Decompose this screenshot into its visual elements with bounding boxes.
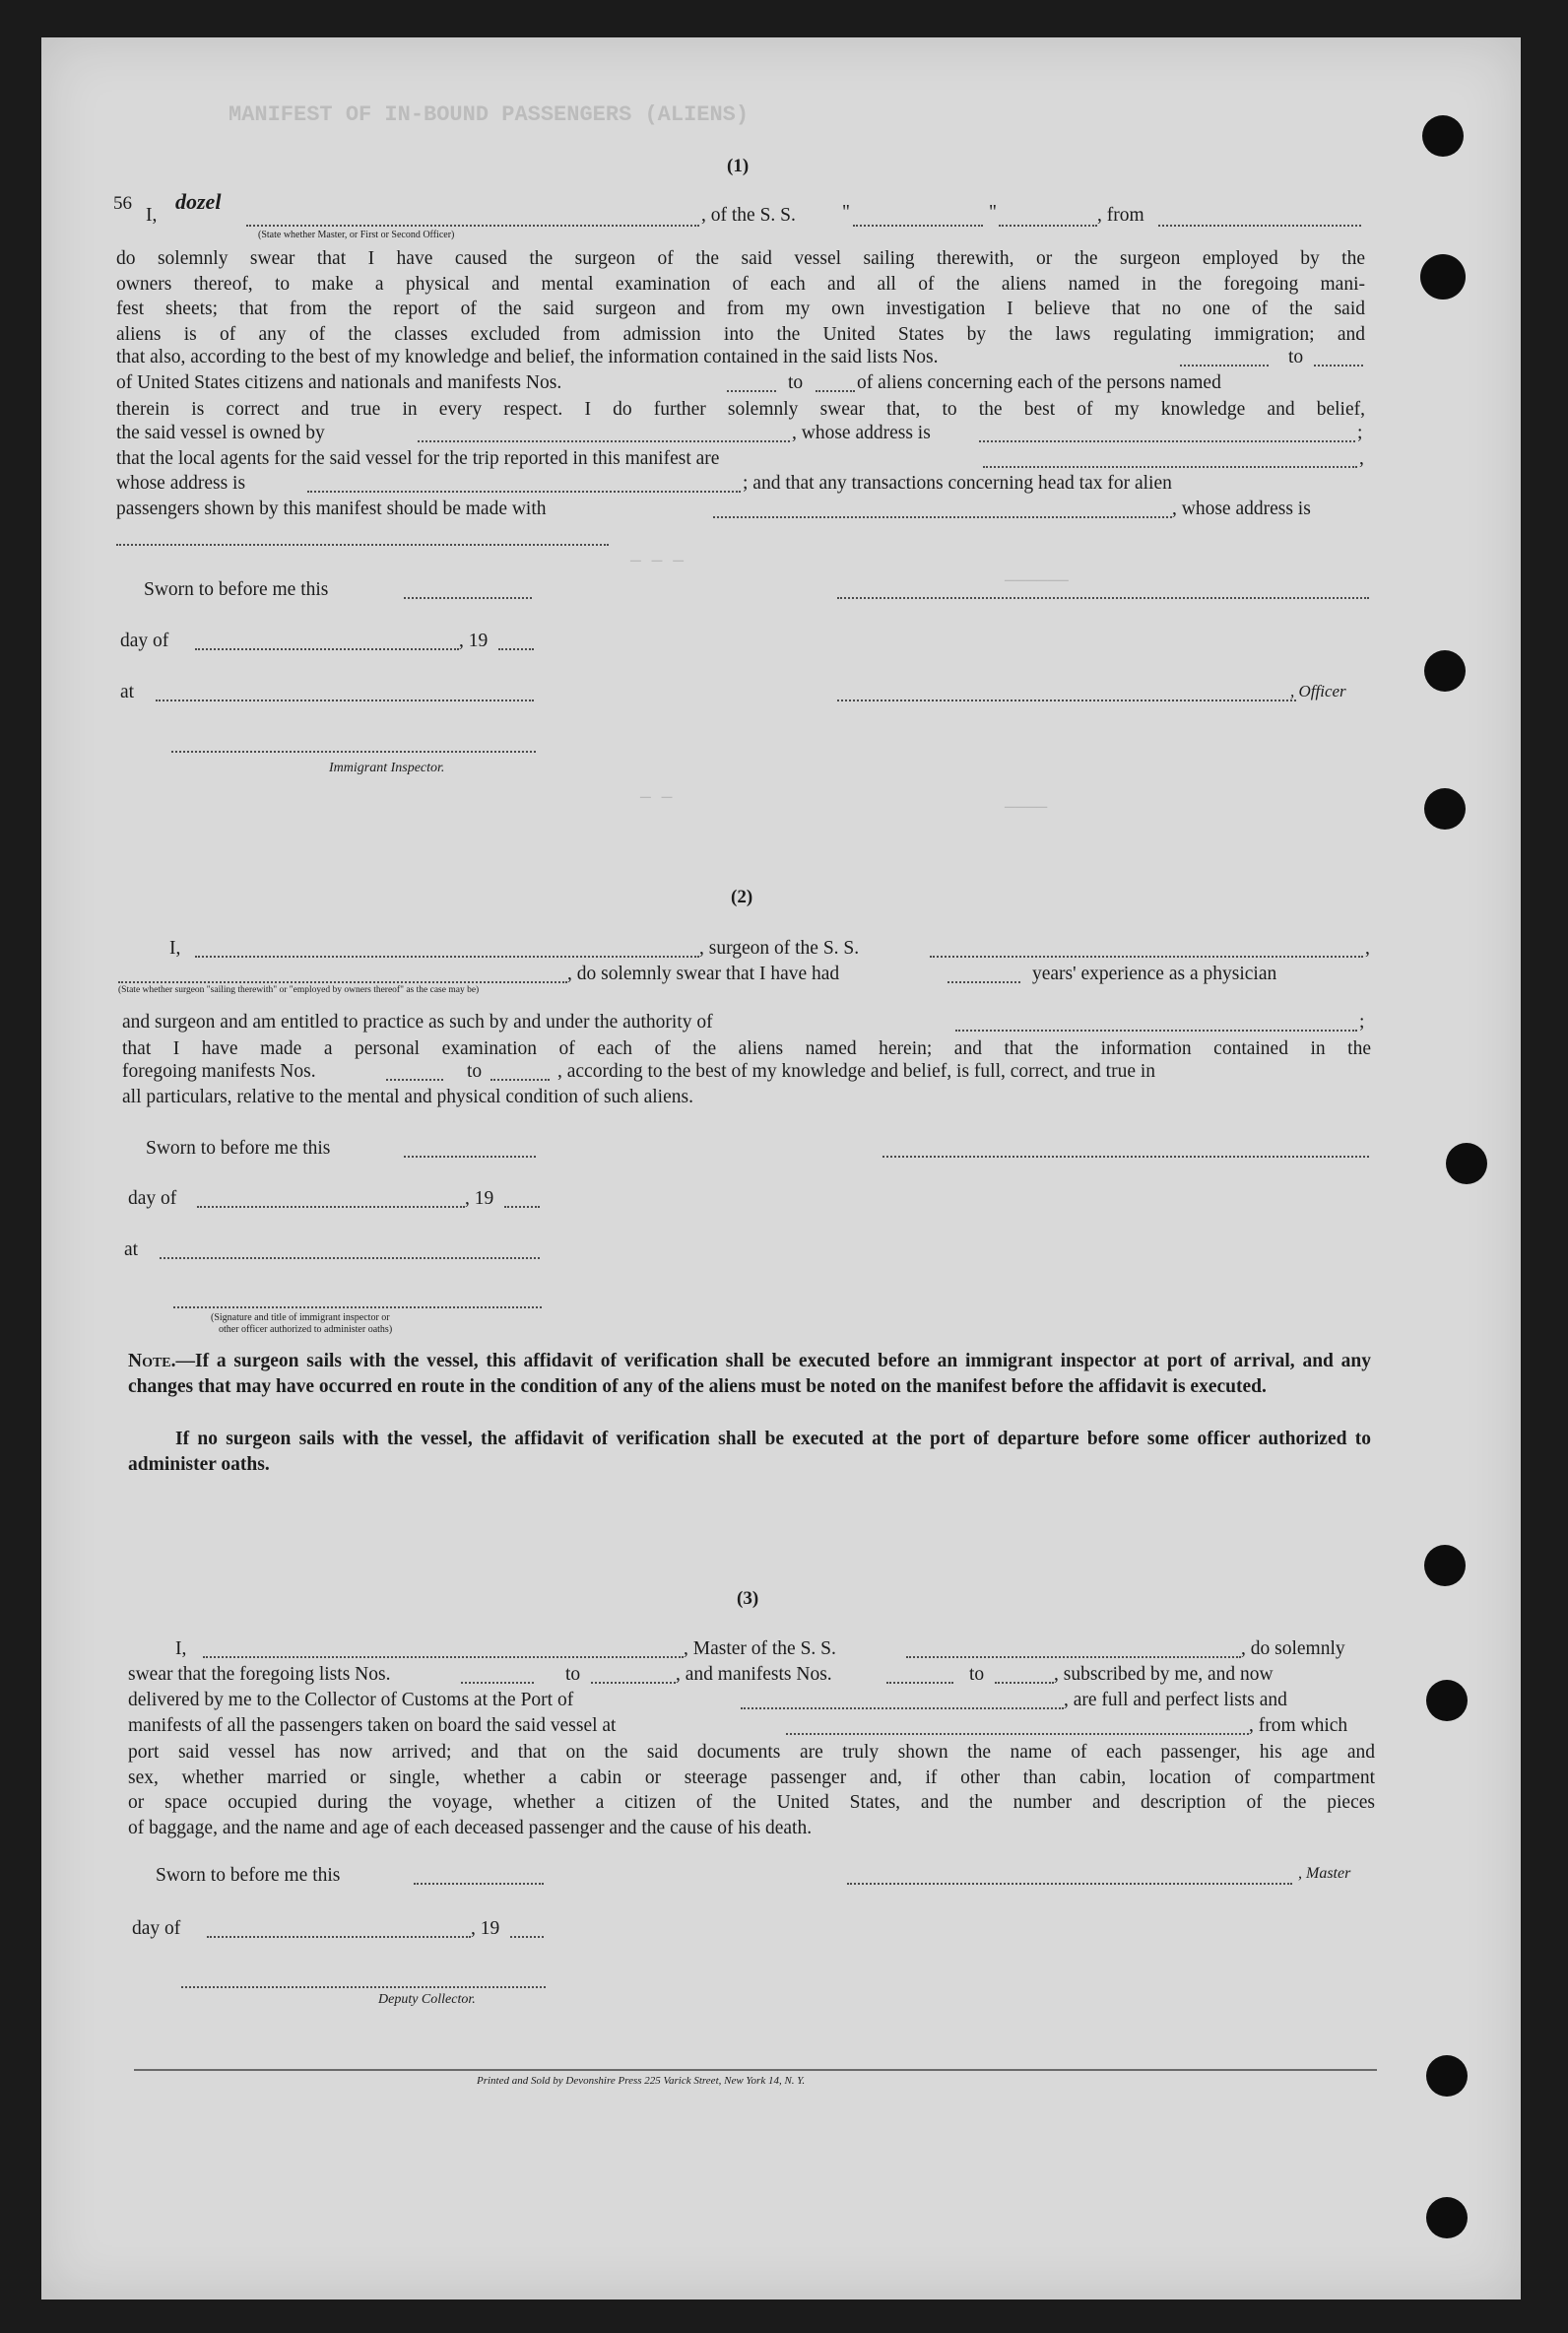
to-label-2: to — [467, 1061, 483, 1082]
vessel-name-field[interactable] — [853, 225, 983, 227]
footer-rule — [134, 2069, 1377, 2071]
day-of-field-2[interactable] — [197, 1206, 465, 1208]
punch-hole — [1426, 1680, 1468, 1721]
master-title-label: , Master — [1298, 1865, 1351, 1882]
quote-close: " — [989, 202, 997, 223]
note-paragraph-2 — [128, 1427, 1371, 1477]
from-label: , from — [1097, 205, 1144, 226]
day-of-field-3[interactable] — [207, 1936, 471, 1938]
s1-line: aliens is of any of the classes excluded from admission into the United States by the laws regulating immigration; and — [116, 323, 1365, 345]
manifest-nos-to-field[interactable] — [816, 390, 855, 392]
semicolon: ; — [1359, 1012, 1365, 1033]
s3-lists-from-field[interactable] — [461, 1682, 534, 1684]
to-label: to — [1288, 347, 1304, 367]
day-of-label-3: day of — [132, 1918, 181, 1939]
showthrough-block: — — — — [630, 552, 685, 571]
from-port-field[interactable] — [1158, 225, 1361, 227]
s1-line: owners thereof, to make a physical and mental examination of each and all of the aliens named in the foregoing mani- — [116, 273, 1365, 295]
section-3-body — [128, 1740, 1375, 1840]
surgeon-name-field[interactable] — [195, 956, 699, 958]
surgeon-of-ss-label: , surgeon of the S. S. — [699, 938, 860, 959]
year-field-1[interactable] — [498, 648, 534, 650]
surgeon-type-note: (State whether surgeon "sailing therewith" or "employed by owners thereof" as the case may be) — [118, 985, 480, 995]
years-label: years' experience as a physician — [1032, 964, 1277, 984]
and-manifests-label: , and manifests Nos. — [676, 1664, 832, 1685]
i-label: I, — [146, 205, 158, 226]
note-paragraph-1 — [128, 1349, 1371, 1399]
section-1-body-b — [116, 397, 1365, 423]
surgeon-type-field[interactable] — [118, 981, 567, 983]
whose-address-label: , whose address is — [792, 423, 931, 443]
years-experience-field[interactable] — [947, 981, 1020, 983]
s1-line: that the local agents for the said vessel for the trip reported in this manifest are — [116, 448, 720, 469]
handwritten-number: 56 — [113, 193, 132, 214]
s2-line: foregoing manifests Nos. — [122, 1061, 316, 1082]
section-1-body — [116, 246, 1365, 347]
lists-nos-from-field[interactable] — [1180, 365, 1269, 367]
s1-line: of United States citizens and nationals and manifests Nos. — [116, 372, 562, 393]
surgeon-signature-field[interactable] — [882, 1156, 1369, 1158]
punch-hole — [1420, 254, 1466, 300]
punch-hole — [1426, 2197, 1468, 2238]
surgeon-vessel-field[interactable] — [930, 956, 1363, 958]
local-agents-field[interactable] — [983, 466, 1357, 468]
practice-authority-field[interactable] — [955, 1030, 1357, 1032]
s3-manifest-from-field[interactable] — [886, 1682, 953, 1684]
year-label-2: , 19 — [465, 1188, 494, 1209]
comma: , — [1359, 448, 1364, 469]
officer-name-label — [146, 205, 157, 227]
day-of-label-1: day of — [120, 631, 169, 651]
section-2-body — [122, 1036, 1371, 1062]
punch-hole — [1422, 115, 1464, 157]
master-name-field[interactable] — [203, 1656, 684, 1658]
section-1-heading: (1) — [727, 156, 750, 176]
of-ss-label: , of the S. S. — [701, 205, 796, 226]
inspector-signature-field[interactable] — [171, 751, 536, 753]
s2-line: and surgeon and am entitled to practice as such by and under the authority of — [122, 1012, 713, 1033]
at-field-2[interactable] — [160, 1257, 540, 1259]
s3-manifest-to-field[interactable] — [995, 1682, 1054, 1684]
inspector-signature-field-2[interactable] — [173, 1306, 542, 1308]
sworn-date-field-2[interactable] — [404, 1156, 536, 1158]
officer-name-field[interactable] — [246, 225, 699, 227]
head-tax-party-field[interactable] — [713, 516, 1172, 518]
officer-handwritten-name: dozel — [175, 189, 222, 214]
full-perfect-label: , are full and perfect lists and — [1064, 1690, 1287, 1710]
sworn-date-field-1[interactable] — [404, 597, 532, 599]
officer-signature-field[interactable] — [837, 700, 1296, 701]
master-signature-field[interactable] — [847, 1883, 1292, 1885]
collector-port-field[interactable] — [741, 1707, 1064, 1709]
sworn-label-3: Sworn to before me this — [156, 1865, 341, 1886]
at-field-1[interactable] — [156, 700, 534, 701]
s3-line: port said vessel has now arrived; and that on the said documents are truly shown the name of each passenger, his age and — [128, 1742, 1375, 1763]
manifest-nos-from-field[interactable] — [727, 390, 776, 392]
s1-line: fest sheets; that from the report of the said surgeon and from my own investigation I believe that no one of the said — [116, 299, 1365, 319]
to-label-3: to — [565, 1664, 581, 1685]
showthrough-block: — — — [640, 788, 673, 808]
at-label-1: at — [120, 682, 135, 702]
s1-line: the said vessel is owned by — [116, 423, 325, 443]
s3-line: sex, whether married or single, whether a cabin or steerage passenger and, if other than cabin, location of compartment — [128, 1766, 1375, 1788]
officer-signature-line-a[interactable] — [837, 597, 1369, 599]
sworn-label-1: Sworn to before me this — [144, 579, 329, 600]
deputy-collector-signature-field[interactable] — [181, 1986, 546, 1988]
officer-title-label: , Officer — [1290, 682, 1346, 700]
sworn-label-2: Sworn to before me this — [146, 1138, 331, 1159]
note-text-2: If no surgeon sails with the vessel, the affidavit of verification shall be executed at the port of departure before some officer authorized to administer oaths. — [128, 1429, 1371, 1475]
at-label-2: at — [124, 1239, 139, 1260]
do-solemnly-label-3: , do solemnly — [1241, 1638, 1345, 1659]
note-label: Note. — [128, 1351, 176, 1371]
head-tax-address-field[interactable] — [116, 544, 609, 546]
s1-line: therein is correct and true in every respect. I do further solemnly swear that, to the best of my knowledge and belief, — [116, 399, 1365, 420]
semicolon: ; — [1357, 423, 1363, 443]
delivered-label: delivered by me to the Collector of Customs at the Port of — [128, 1690, 574, 1710]
punch-hole — [1424, 650, 1466, 692]
signature-note-2: other officer authorized to administer oaths) — [219, 1324, 393, 1335]
signature-note-1: (Signature and title of immigrant inspector or — [211, 1312, 390, 1323]
owner-field[interactable] — [418, 440, 790, 442]
sworn-date-field-3[interactable] — [414, 1883, 544, 1885]
s1-line: do solemnly swear that I have caused the surgeon of the said vessel sailing therewith, or the surgeon employed by the — [116, 248, 1365, 269]
swear-lists-label: swear that the foregoing lists Nos. — [128, 1664, 391, 1685]
immigrant-inspector-label: Immigrant Inspector. — [329, 761, 445, 775]
head-tax-text: ; and that any transactions concerning head tax for alien — [743, 473, 1172, 494]
owner-address-field[interactable] — [979, 440, 1355, 442]
from-which-label: , from which — [1249, 1715, 1348, 1736]
s2-line: all particulars, relative to the mental and physical condition of such aliens. — [122, 1087, 693, 1107]
to-label: to — [788, 372, 804, 393]
s1-line: whose address is — [116, 473, 246, 494]
note-text-1: —If a surgeon sails with the vessel, this affidavit of verification shall be executed before an immigrant inspector at port of arrival, and any changes that may have occurred en route in the condition of any of the aliens must be noted on the manifest before the affidavit is executed. — [128, 1351, 1371, 1397]
section-2-heading: (2) — [731, 887, 753, 907]
year-label-1: , 19 — [459, 631, 489, 651]
s3-line: or space occupied during the voyage, whether a citizen of the United States, and the number and description of the pieces — [128, 1792, 1375, 1813]
do-solemnly-label-2: , do solemnly swear that I have had — [567, 964, 840, 984]
officer-rank-note: (State whether Master, or First or Second Officer) — [258, 230, 455, 240]
showthrough-block: —————— — [1005, 571, 1069, 591]
to-label-3b: to — [969, 1664, 985, 1685]
punch-hole — [1426, 2055, 1468, 2097]
year-field-3[interactable] — [510, 1936, 544, 1938]
manifests-of-label: manifests of all the passengers taken on board the said vessel at — [128, 1715, 617, 1736]
day-of-field-1[interactable] — [195, 648, 459, 650]
i-label-3: I, — [175, 1638, 187, 1659]
year-label-3: , 19 — [471, 1918, 500, 1939]
punch-hole — [1424, 788, 1466, 830]
vessel-name-field-b[interactable] — [999, 225, 1097, 227]
s1-line: that also, according to the best of my knowledge and belief, the information contained in the said lists Nos. — [116, 347, 939, 367]
section-3-heading: (3) — [737, 1588, 759, 1609]
showthrough-block: ———— — [1005, 798, 1048, 818]
s3-lists-to-field[interactable] — [591, 1682, 676, 1684]
s3-line: of baggage, and the name and age of each deceased passenger and the cause of his death. — [128, 1817, 813, 1838]
embark-port-field[interactable] — [786, 1733, 1249, 1735]
punch-hole — [1424, 1545, 1466, 1586]
according-text: , according to the best of my knowledge and belief, is full, correct, and true in — [557, 1061, 1156, 1082]
punch-hole — [1446, 1143, 1487, 1184]
master-of-ss-label: , Master of the S. S. — [684, 1638, 836, 1659]
printer-imprint: Printed and Sold by Devonshire Press 225 Varick Street, New York 14, N. Y. — [477, 2075, 806, 2087]
master-vessel-field[interactable] — [906, 1656, 1241, 1658]
day-of-label-2: day of — [128, 1188, 177, 1209]
s2-manifest-to-field[interactable] — [490, 1079, 550, 1081]
agents-address-field[interactable] — [307, 491, 741, 493]
whose-address-label-2: , whose address is — [1172, 499, 1311, 519]
s1-line: passengers shown by this manifest should be made with — [116, 499, 547, 519]
s2-manifest-from-field[interactable] — [386, 1079, 443, 1081]
s2-line: that I have made a personal examination of each of the aliens named herein; and that the information contained in the — [122, 1038, 1371, 1059]
i-label-2: I, — [169, 938, 181, 959]
quote-open: " — [842, 202, 850, 223]
year-field-2[interactable] — [504, 1206, 540, 1208]
subscribed-label: , subscribed by me, and now — [1054, 1664, 1274, 1685]
deputy-collector-label: Deputy Collector. — [378, 1992, 476, 2007]
showthrough-title: MANIFEST OF IN-BOUND PASSENGERS (ALIENS) — [229, 102, 750, 127]
lists-nos-to-field[interactable] — [1314, 365, 1363, 367]
comma: , — [1365, 938, 1370, 959]
of-aliens-text: of aliens concerning each of the persons named — [857, 372, 1221, 393]
